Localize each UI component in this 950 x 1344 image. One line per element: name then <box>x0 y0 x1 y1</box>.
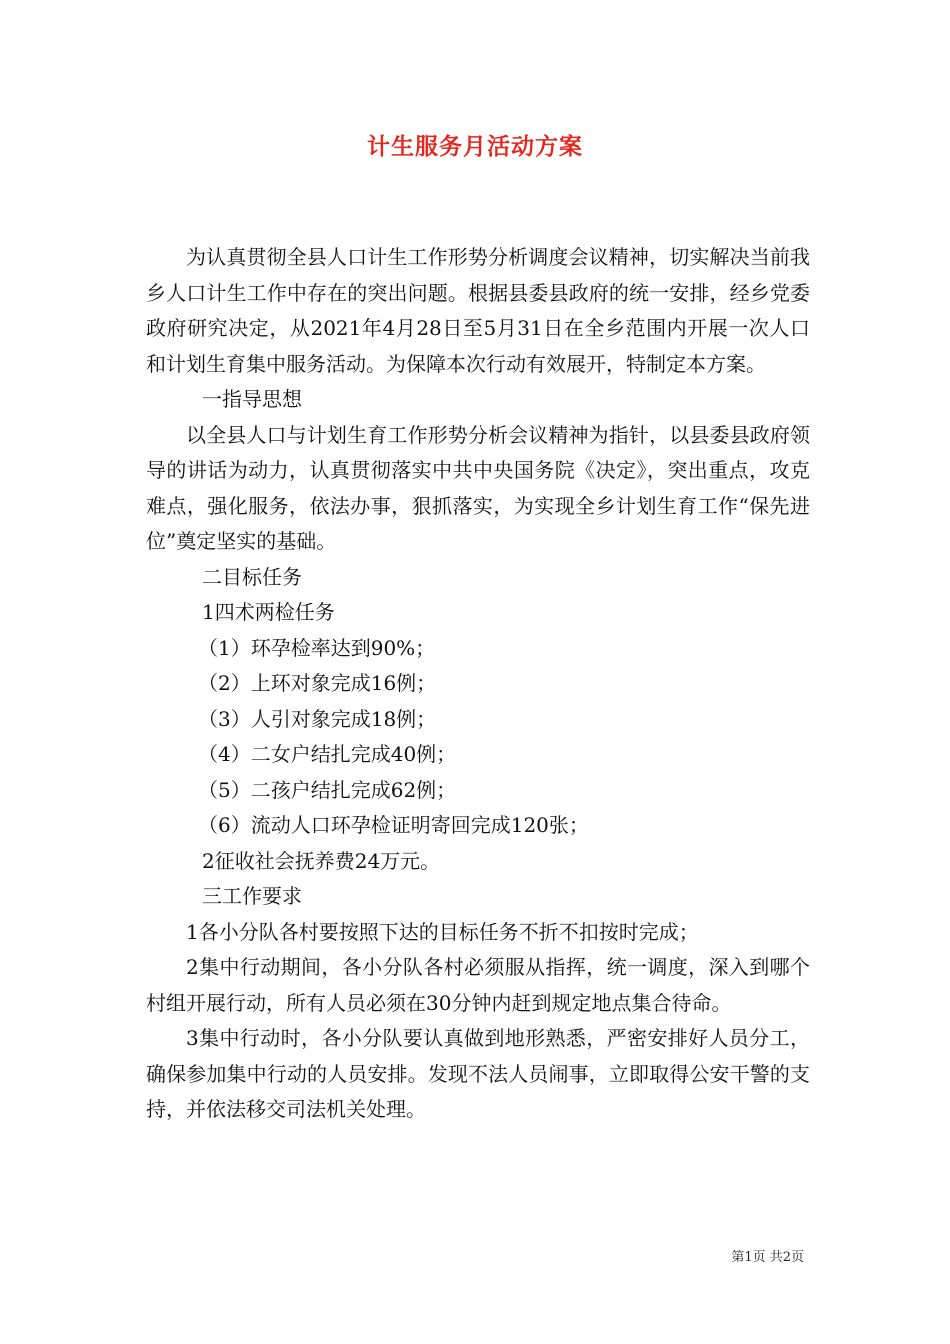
document-title: 计生服务月活动方案 <box>367 133 583 160</box>
section-heading-requirements: 三工作要求 <box>202 884 302 908</box>
goal-item: （4）二女户结扎完成40例； <box>198 742 457 766</box>
requirement-paragraph-2: 2集中行动期间，各小分队各村必须服从指挥，统一调度，深入到哪个村组开展行动，所有人员必须在30分钟内赶到规定地点集合待命。 <box>146 955 810 1015</box>
page-number: 第1页 共2页 <box>731 1250 804 1265</box>
goal-item: （1）环孕检率达到90%； <box>198 635 436 660</box>
section-heading-goals: 二目标任务 <box>202 564 302 589</box>
document-body <box>146 240 810 1128</box>
goal-item: （3）人引对象完成18例； <box>198 706 437 731</box>
goal-subheading-fees: 2征收社会抚养费24万元。 <box>202 848 441 873</box>
requirement-paragraph-1: 1各小分队各村要按照下达的目标任务不折不扣按时完成； <box>186 919 699 944</box>
goal-item: （5）二孩户结扎完成62例； <box>198 777 457 802</box>
requirement-paragraph-3: 3集中行动时，各小分队要认真做到地形熟悉，严密安排好人员分工，确保参加集中行动的人员安排。发现不法人员闹事，立即取得公安干警的支持，并依法移交司法机关处理。 <box>146 1026 810 1121</box>
intro-paragraph: 为认真贯彻全县人口计生工作形势分析调度会议精神，切实解决当前我乡人口计生工作中存在的突出问题。根据县委县政府的统一安排，经乡党委政府研究决定，从2021年4月28日至5月31日在全乡范围内开展一次人口和计划生育集中服务活动。为保障本次行动有效展开，特制定本方案。 <box>146 245 810 376</box>
guiding-thought-paragraph: 以全县人口与计划生育工作形势分析会议精神为指针，以县委县政府领导的讲话为动力，认真贯彻落实中共中央国务院《决定》，突出重点，攻克难点，强化服务，依法办事，狠抓落实，为实现全乡计划生育工作“保先进位”奠定坚实的基础。 <box>146 422 810 553</box>
goal-item: （2）上环对象完成16例； <box>198 671 437 695</box>
goal-subheading-surgeries: 1四术两检任务 <box>202 600 335 624</box>
goal-item: （6）流动人口环孕检证明寄回完成120张； <box>198 813 589 837</box>
section-heading-guiding-thought: 一指导思想 <box>202 387 302 411</box>
